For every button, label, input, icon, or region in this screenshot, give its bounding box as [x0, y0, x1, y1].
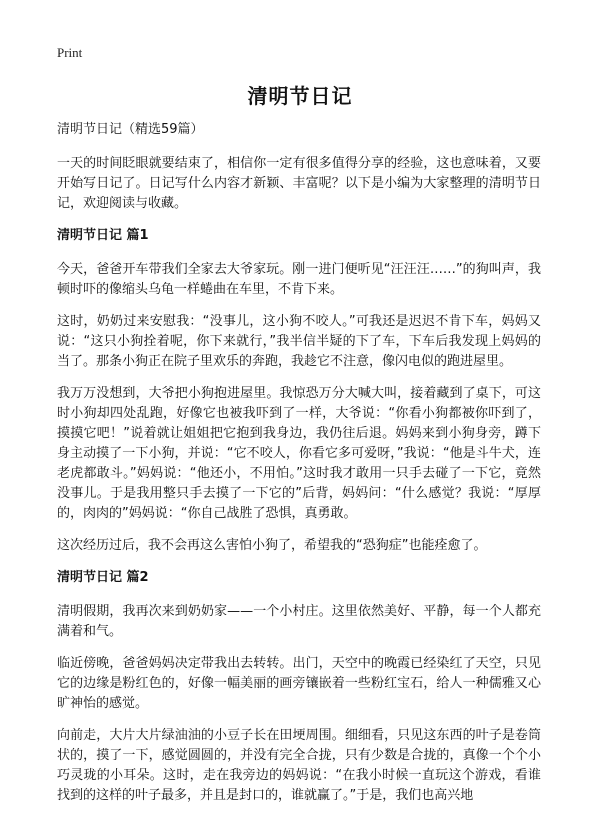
paragraph: 这时，奶奶过来安慰我：“没事儿，这小狗不咬人。”可我还是迟迟不肯下车，妈妈又说：“这只小狗拴着呢，你下来就行，”我半信半疑的下了车，下车后我发现上妈妈的当了。那条小狗正在院子里欢乐的奔跑，我趁它不注意，像闪电似的跑进屋里。	[57, 314, 541, 369]
paragraph: 这次经历过后，我不会再这么害怕小狗了，希望我的“恐狗症”也能痊愈了。	[57, 538, 487, 553]
intro-paragraph: 一天的时间眨眼就要结束了，相信你一定有很多值得分享的经验，这也意味着，又要开始写日记了。日记写什么内容才新颖、丰富呢？以下是小编为大家整理的清明节日记，欢迎阅读与收藏。	[57, 156, 541, 211]
section-heading: 清明节日记 篇2	[57, 570, 149, 585]
section-heading: 清明节日记 篇1	[57, 228, 149, 243]
article-body	[57, 120, 541, 818]
print-link[interactable]: Print	[57, 45, 83, 60]
paragraph: 我万万没想到，大爷把小狗抱进屋里。我惊恐万分大喊大叫，接着藏到了桌下，可这时小狗却四处乱跑，好像它也被我吓到了一样，大爷说：“你看小狗都被你吓到了，摸摸它吧！”说着就让姐姐把它抱到我身边，我仍往后退。妈妈来到小狗身旁，蹲下身主动摸了一下小狗，并说：“它不咬人，你看它多可爱呀，”我说：“他是斗牛犬，连老虎都敢斗。”妈妈说：“他还小，不用怕。”这时我才敢用一只手去碰了一下它，竟然没事儿。于是我用整只手去摸了一下它的”后背，妈妈问：“什么感觉？我说：“厚厚的，肉肉的”妈妈说：“你自己战胜了恐惧，真勇敢。	[57, 386, 541, 521]
section-1	[57, 226, 541, 556]
page-title: 清明节日记	[247, 84, 353, 108]
paragraph: 今天，爸爸开车带我们全家去大爷家玩。刚一进门便听见“汪汪汪……”的狗叫声，我顿时吓的像缩头乌龟一样蜷曲在车里，不肯下来。	[57, 262, 541, 297]
paragraph: 清明假期，我再次来到奶奶家——一个小村庄。这里依然美好、平静，每一个人都充满着和气。	[57, 604, 541, 639]
paragraph: 临近傍晚，爸爸妈妈决定带我出去转转。出门，天空中的晚霞已经染红了天空，只见它的边缘是粉红色的，好像一幅美丽的画旁镶嵌着一些粉红宝石，给人一种儒雅又心旷神怡的感觉。	[57, 656, 541, 711]
section-2	[57, 568, 541, 806]
article-subtitle: 清明节日记（精选59篇）	[57, 122, 204, 137]
paragraph: 向前走，大片大片绿油油的小豆子长在田埂周围。细细看，只见这东西的叶子是卷筒状的，摸了一下，感觉圆圆的，并没有完全合拢，只有少数是合拢的，真像一个个小巧灵珑的小耳朵。这时，走在我旁边的妈妈说：“在我小时候一直玩这个游戏，看谁找到的这样的叶子最多，并且是封口的，谁就赢了。”于是，我们也高兴地	[57, 728, 541, 803]
